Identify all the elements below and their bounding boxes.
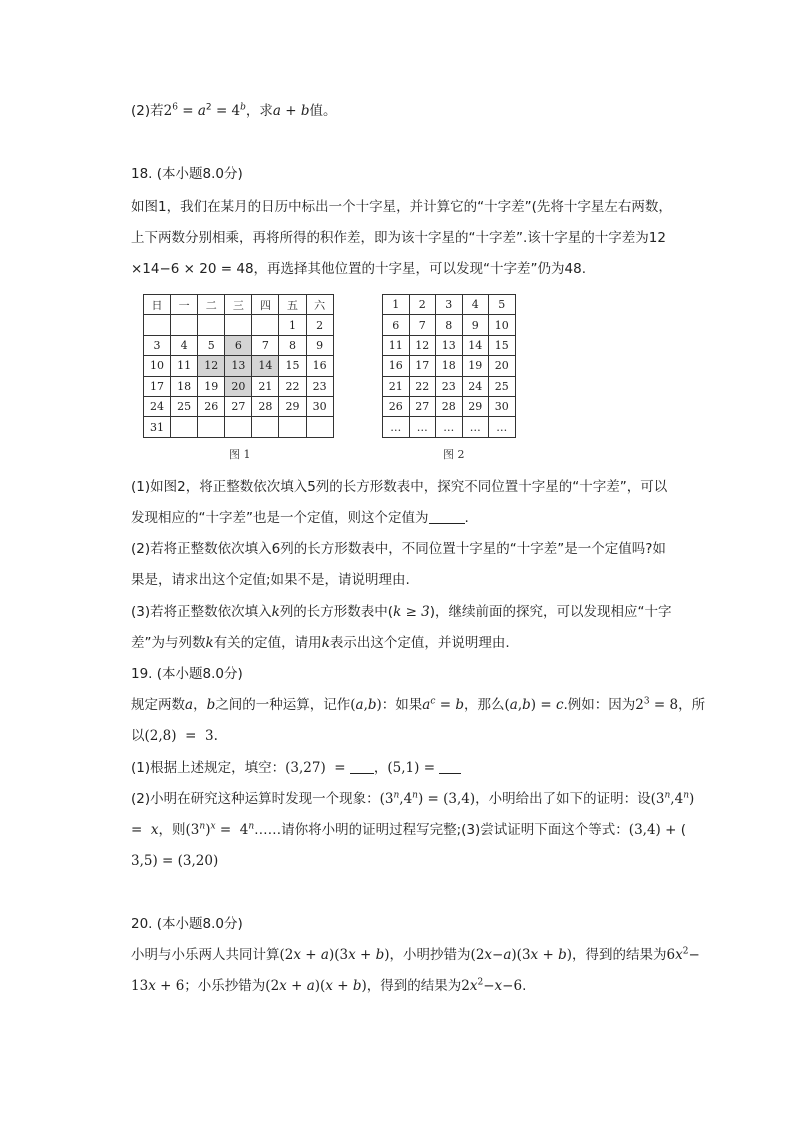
table-cell: 12 [409,335,436,355]
table-cell: 25 [489,376,516,396]
table-cell: 23 [436,376,463,396]
q18-part3-line2: 差”为与列数k有关的定值，请用k表示出这个定值，并说明理由. [131,635,510,651]
q18-intro-line2: 上下两数分别相乘，再将所得的积作差，即为该十字星的“十字差”.该十字星的十字差为12 [131,230,666,246]
table-cell: 20 [489,356,516,376]
cal-cell [198,417,225,437]
table-cell: 1 [383,295,410,315]
cal-cell: 19 [198,376,225,396]
table-cell: 15 [489,335,516,355]
table-cell: 21 [383,376,410,396]
cal-cell: 11 [171,356,198,376]
table-cell: 16 [383,356,410,376]
q18-header: 18. (本小题8.0分) [131,166,243,182]
table-cell: 29 [462,396,489,416]
table-cell: … [436,417,463,437]
cal-header-cell: 日 [144,295,171,315]
table-cell: 9 [462,315,489,335]
table-cell: 11 [383,335,410,355]
cal-cell [306,417,333,437]
table-cell: 13 [436,335,463,355]
cal-cell [171,417,198,437]
figure1-calendar [143,294,334,438]
table-cell: 22 [409,376,436,396]
cal-header-cell: 六 [306,295,333,315]
cal-cell-highlighted: 6 [225,335,252,355]
figure1-caption: 图 1 [229,448,251,461]
table-cell: 18 [436,356,463,376]
q18-intro-line1: 如图1，我们在某月的日历中标出一个十字星，并计算它的“十字差”(先将十字星左右两数， [131,199,672,215]
answer-blank[interactable] [439,759,461,774]
cal-cell-highlighted: 13 [225,356,252,376]
table-cell: 8 [436,315,463,335]
q18-intro-line3: ×14−6 × 20 = 48，再选择其他位置的十字星，可以发现“十字差”仍为48. [131,261,586,277]
cal-cell: 31 [144,417,171,437]
q20-line1: 小明与小乐两人共同计算(2x + a)(3x + b)，小明抄错为(2x−a)(3x + b)，得到的结果为$6x^2-$ [131,946,700,963]
cal-cell [144,315,171,335]
cal-header-cell: 四 [252,295,279,315]
cal-cell: 17 [144,376,171,396]
q18-part2-line1: (2)若将正整数依次填入6列的长方形数表中，不同位置十字星的“十字差”是一个定值吗?如 [131,541,666,557]
cal-cell-highlighted: 12 [198,356,225,376]
cal-cell: 8 [279,335,306,355]
table-cell: 26 [383,396,410,416]
cal-cell: 24 [144,396,171,416]
table-cell: 10 [489,315,516,335]
table-cell: 28 [436,396,463,416]
figure2-number-table [382,294,516,438]
table-cell: 19 [462,356,489,376]
cal-cell [225,315,252,335]
cal-cell: 16 [306,356,333,376]
table-cell: 17 [409,356,436,376]
cal-cell: 18 [171,376,198,396]
cal-header-cell: 一 [171,295,198,315]
cal-cell: 22 [279,376,306,396]
answer-blank[interactable] [350,759,374,774]
table-cell: 14 [462,335,489,355]
cal-cell-highlighted: 20 [225,376,252,396]
cal-cell: 9 [306,335,333,355]
cal-cell [252,417,279,437]
q19-line3: (1)根据上述规定，填空：(3,27) = ，(5,1) = [131,758,461,778]
cal-cell: 30 [306,396,333,416]
cal-cell [279,417,306,437]
table-cell: 3 [436,295,463,315]
cal-cell [225,417,252,437]
cal-cell: 27 [225,396,252,416]
table-cell: 5 [489,295,516,315]
cal-cell: 10 [144,356,171,376]
figure2-caption: 图 2 [443,448,465,461]
cal-cell: 15 [279,356,306,376]
q19-line5: = x，则$(3^n)^x$ = 4$^n$……请你将小明的证明过程写完整;(3)尝试证明下面这个等式：(3,4) + ( [131,821,686,838]
table-cell: 2 [409,295,436,315]
table-cell: … [409,417,436,437]
table-cell: … [462,417,489,437]
q17-part2: (2)若$2^6 = a^2 = 4^b$，求a + b值。 [131,102,337,119]
cal-cell-highlighted: 14 [252,356,279,376]
q18-part2-line2: 果是，请求出这个定值;如果不是，请说明理由. [131,572,410,588]
q19-line6: 3,5) = (3,20) [131,853,219,869]
table-cell: … [489,417,516,437]
cal-cell: 4 [171,335,198,355]
q20-line2: 13x + 6；小乐抄错为(2x + a)(x + b)，得到的结果为$2x^2-x-6$. [131,977,527,994]
cal-header-cell: 三 [225,295,252,315]
cal-cell [171,315,198,335]
q20-header: 20. (本小题8.0分) [131,916,243,932]
table-cell: 30 [489,396,516,416]
q19-header: 19. (本小题8.0分) [131,666,243,682]
q19-line4: (2)小明在研究这种运算时发现一个现象：$(3^n,4^n) = (3,4)$，小明给出了如下的证明：设(3$^n$,4$^n$) [131,790,695,807]
answer-blank[interactable] [429,509,465,524]
cal-cell: 26 [198,396,225,416]
cal-cell: 7 [252,335,279,355]
table-cell: 4 [462,295,489,315]
cal-header-cell: 二 [198,295,225,315]
cal-cell: 21 [252,376,279,396]
table-cell: 24 [462,376,489,396]
cal-cell: 25 [171,396,198,416]
cal-cell [198,315,225,335]
table-cell: … [383,417,410,437]
cal-header-cell: 五 [279,295,306,315]
cal-cell: 3 [144,335,171,355]
cal-cell: 1 [279,315,306,335]
table-cell: 27 [409,396,436,416]
q18-part3-line1: (3)若将正整数依次填入k列的长方形数表中(k ≥ 3)，继续前面的探究，可以发现相应“十字 [131,604,672,620]
q18-part1-line2: 发现相应的“十字差”也是一个定值，则这个定值为 . [131,510,469,526]
cal-cell: 2 [306,315,333,335]
cal-cell: 23 [306,376,333,396]
table-cell: 7 [409,315,436,335]
cal-cell: 29 [279,396,306,416]
cal-cell: 5 [198,335,225,355]
q19-line1: 规定两数a，b之间的一种运算，记作(a,b)：如果$a^c = b$，那么(a,b) = c.例如：因为$2^3 = 8$，所 [131,696,706,713]
q19-line2: 以(2,8) = 3. [131,728,218,744]
cal-cell [252,315,279,335]
cal-cell: 28 [252,396,279,416]
table-cell: 6 [383,315,410,335]
q18-part1-line1: (1)如图2，将正整数依次填入5列的长方形数表中，探究不同位置十字星的“十字差”，可以 [131,479,668,495]
